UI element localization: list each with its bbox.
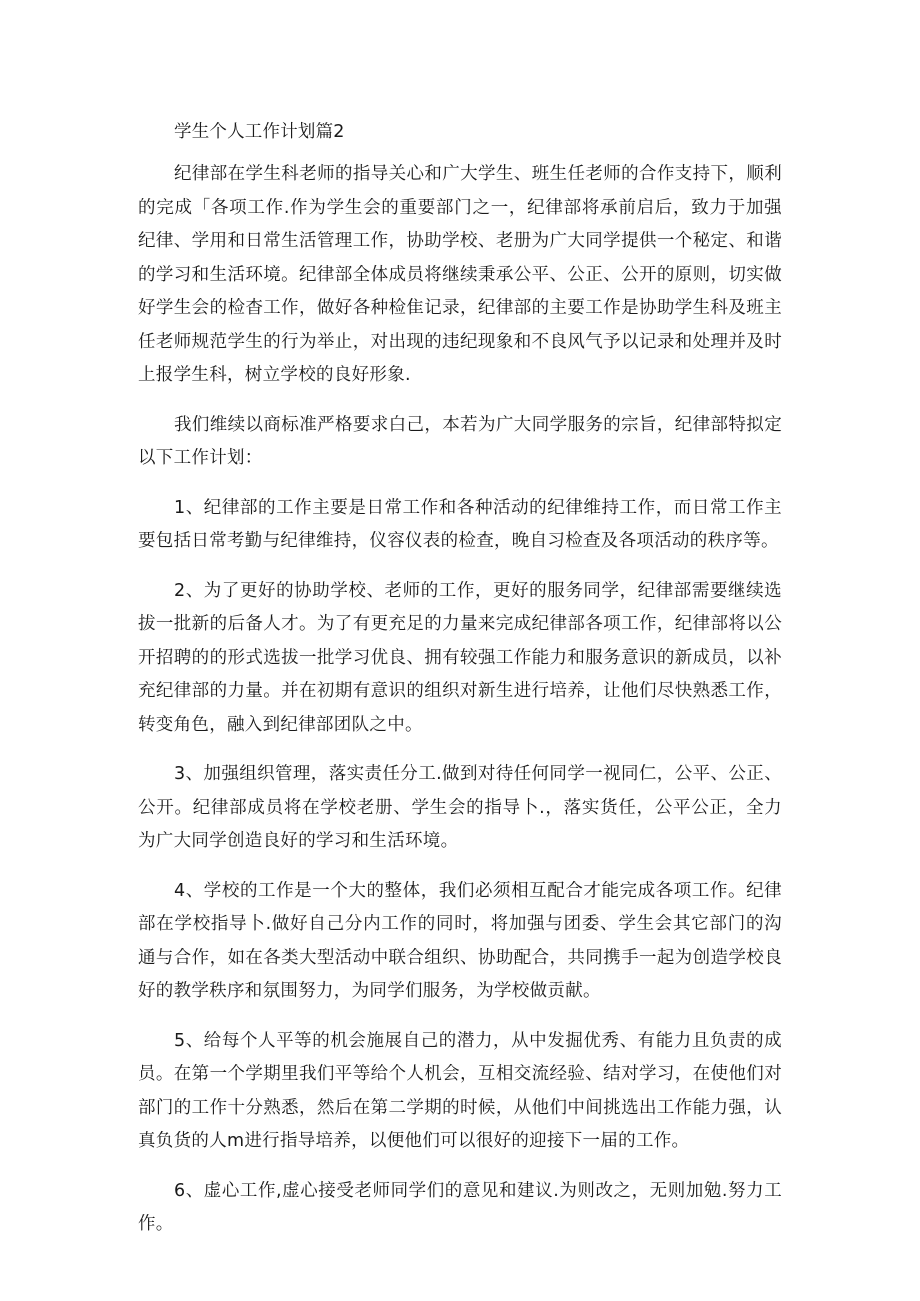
paragraph-item-4: 4、学校的工作是一个大的整体，我们必须相互配合才能完成各项工作。纪律部在学校指导卜.做好自己分内工作的同时，将加强与团委、学生会其它部门的沟通与合作，如在各类大型活动中联合组织、协助配合，共同携手一起为创造学校良好的教学秩序和氛围努力，为同学们服务，为学校做贡献。 <box>138 880 782 1001</box>
document-body <box>138 114 782 1258</box>
paragraph-intro: 纪律部在学生科老师的指导关心和广大学生、班生任老师的合作支持下，顺利的完成「各项工作.作为学生会的重要部门之一，纪律部将承前启后，致力于加强纪律、学用和日常生活管理工作，协助学校、老册为广大同学提供一个秘定、和谐的学习和生活环境。纪律部全体成员将继续秉承公平、公正、公开的原则，切实做好学生会的检杳工作，做好各种检隹记录，纪律部的主要工作是协助学生科及班主任老师规范学生的行为举止，对出现的违纪现象和不良风气予以记录和处理并及时上报学生科，树立学校的良好形象. <box>138 164 782 385</box>
paragraph-item-6: 6、虚心工作,虚心接受老师同学们的意见和建议.为则改之，无则加勉.努力工作。 <box>138 1180 782 1234</box>
paragraph-item-5: 5、给每个人平等的机会施展自己的潜力，从中发掘优秀、有能力且负责的成员。在第一个学期里我们平等给个人机会，互相交流经验、结对学习，在使他们对部门的工作十分熟悉，然后在第二学期的时候，从他们中间挑选出工作能力强，认真负货的人m进行指导培养，以便他们可以很好的迎接下一届的工作。 <box>138 1030 782 1151</box>
document-title: 学生个人工作计划篇2 <box>174 122 345 142</box>
paragraph-item-2: 2、为了更好的协助学校、老师的工作，更好的服务同学，纪律部需要继续选拔一批新的后备人才。为了有更充足的力量来完成纪律部各项工作，纪律部将以公开招聘的的形式选拔一批学习优良、拥有较强工作能力和服务意识的新成员，以补充纪律部的力量。并在初期有意识的组织对新生进行培养，让他们尽快熟悉工作，转变角色，融入到纪律部团队之中。 <box>138 580 782 735</box>
paragraph-plan-lead: 我们维续以商标准严格要求白己，本若为广大同学服务的宗旨，纪律部特拟定以下工作计划： <box>138 414 782 468</box>
paragraph-item-3: 3、加强组织管理，落实责任分工.做到对待任何同学一视同仁，公平、公正、公开。纪律部成员将在学校老册、学生会的指导卜.，落实货任，公平公正，全力为广大同学创造良好的学习和生活环境。 <box>138 764 782 851</box>
paragraph-item-1: 1、纪律部的工作主要是日常工作和各种活动的纪律维持工作，而日常工作主要包括日常考勤与纪律维持，仪容仪表的检查，晚自习检查及各项活动的秩序等。 <box>138 497 782 551</box>
